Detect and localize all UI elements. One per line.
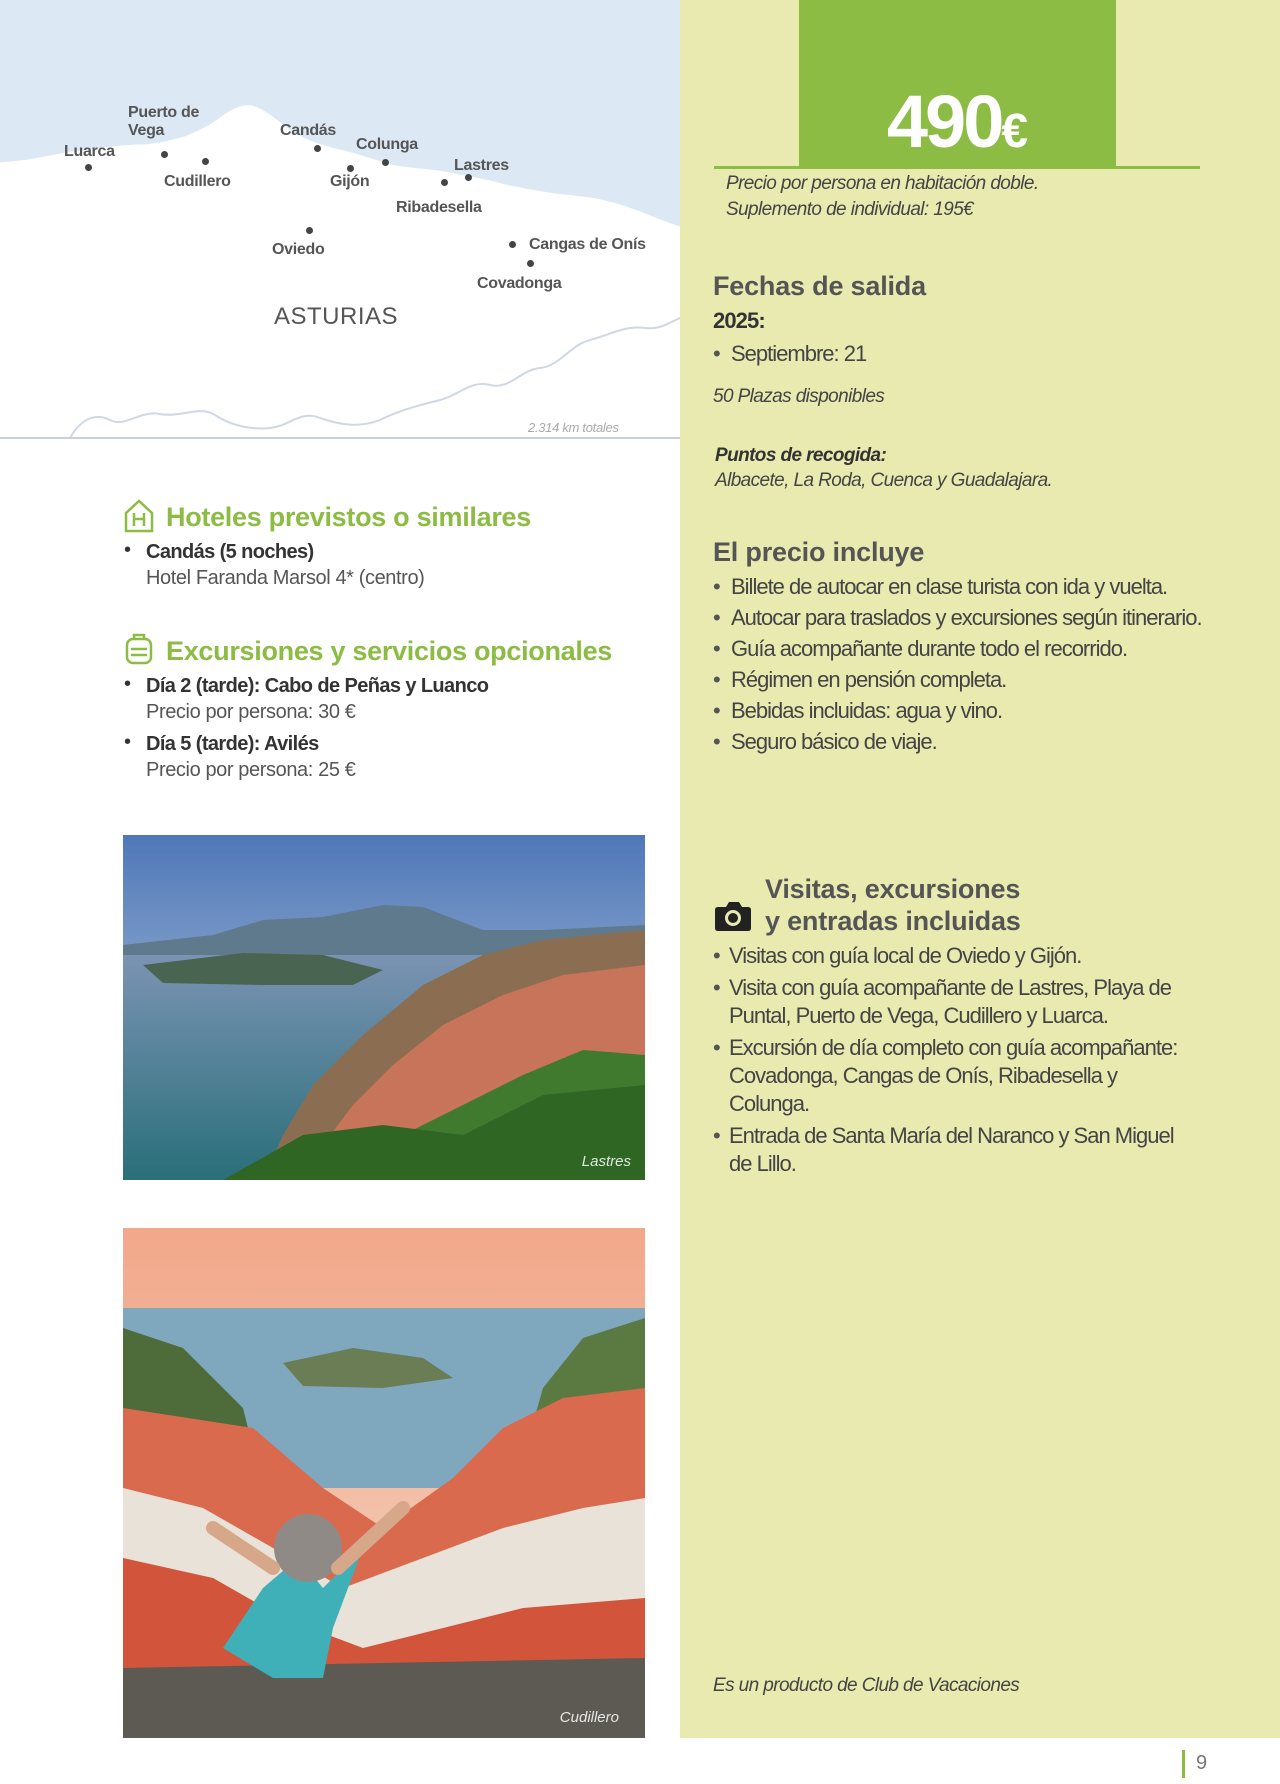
price-currency: € bbox=[1001, 105, 1029, 158]
hotels-list bbox=[124, 539, 644, 597]
price-note-1: Precio por persona en habitación doble. bbox=[726, 173, 1039, 194]
map-dot-cangas-de-onis bbox=[509, 241, 516, 248]
excursions-list bbox=[124, 673, 644, 789]
hotels-heading: Hoteles previstos o similares bbox=[166, 502, 531, 532]
price-divider bbox=[714, 166, 1200, 169]
camera-icon bbox=[714, 900, 752, 932]
map-label-puerto-de-vega-2: Vega bbox=[128, 122, 165, 139]
hotel-item-title: • Candás (5 noches) bbox=[146, 541, 314, 563]
map-label-oviedo: Oviedo bbox=[272, 241, 325, 258]
map-label-gijon: Gijón bbox=[330, 173, 370, 190]
photo-cudillero-caption: Cudillero bbox=[559, 1709, 619, 1726]
map-dot-covadonga bbox=[527, 260, 534, 267]
visits-item: • Excursión de día completo con guía acompañante: Covadonga, Cangas de Onís, Ribadesella y Colunga. bbox=[713, 1034, 1193, 1118]
map-label-cudillero: Cudillero bbox=[164, 173, 231, 190]
includes-list bbox=[713, 573, 1203, 759]
map-dot-colunga bbox=[382, 159, 389, 166]
excursion-item-detail: Precio por persona: 30 € bbox=[146, 701, 356, 723]
excursion-item-title: • Día 2 (tarde): Cabo de Peñas y Luanco bbox=[146, 675, 489, 697]
excursion-item bbox=[124, 731, 644, 783]
info-panel bbox=[680, 0, 1280, 1738]
includes-item: • Guía acompañante durante todo el recorrido. bbox=[713, 635, 1203, 663]
includes-item: • Billete de autocar en clase turista con ida y vuelta. bbox=[713, 573, 1203, 601]
map-label-cangas-de-onis: Cangas de Onís bbox=[529, 236, 646, 253]
visits-item: • Visitas con guía local de Oviedo y Gijón. bbox=[713, 942, 1193, 970]
page-number: 9 bbox=[1196, 1752, 1208, 1774]
price-note-2: Suplemento de individual: 195€ bbox=[726, 199, 974, 220]
photo-lastres-caption: Lastres bbox=[581, 1153, 631, 1170]
map-region-label: ASTURIAS bbox=[274, 303, 399, 330]
visits-heading-1: Visitas, excursiones bbox=[765, 874, 1021, 904]
map-dot-gijon bbox=[347, 165, 354, 172]
map-label-lastres: Lastres bbox=[454, 157, 509, 174]
visits-item: • Visita con guía acompañante de Lastres, Playa de Puntal, Puerto de Vega, Cudillero y Luarca. bbox=[713, 974, 1193, 1030]
excursion-item-detail: Precio por persona: 25 € bbox=[146, 759, 356, 781]
map-label-puerto-de-vega-1: Puerto de bbox=[128, 104, 200, 121]
photo-lastres bbox=[123, 835, 645, 1180]
includes-item: • Régimen en pensión completa. bbox=[713, 666, 1203, 694]
footer-note: Es un producto de Club de Vacaciones bbox=[713, 1675, 1020, 1696]
map-label-colunga: Colunga bbox=[356, 136, 418, 153]
map-label-luarca: Luarca bbox=[64, 143, 115, 160]
excursion-item-title: • Día 5 (tarde): Avilés bbox=[146, 733, 319, 755]
excursion-item bbox=[124, 673, 644, 725]
price-box bbox=[799, 0, 1116, 168]
photo-cudillero bbox=[123, 1228, 645, 1738]
map-dot-oviedo bbox=[306, 227, 313, 234]
price-value bbox=[799, 82, 1116, 172]
visits-list bbox=[713, 942, 1193, 1182]
pickup-places: Albacete, La Roda, Cuenca y Guadalajara. bbox=[715, 470, 1053, 491]
departure-date: • Septiembre: 21 bbox=[713, 340, 1173, 368]
hotel-item-detail: Hotel Faranda Marsol 4* (centro) bbox=[146, 567, 425, 589]
route-map bbox=[0, 0, 680, 440]
map-dot-puerto-de-vega bbox=[161, 151, 168, 158]
map-dot-luarca bbox=[85, 164, 92, 171]
map-label-candas: Candás bbox=[280, 122, 336, 139]
includes-item: • Autocar para traslados y excursiones según itinerario. bbox=[713, 604, 1203, 632]
map-distance-label: 2.314 km totales bbox=[528, 420, 619, 435]
departures-dates-list bbox=[713, 340, 1173, 371]
includes-item: • Bebidas incluidas: agua y vino. bbox=[713, 697, 1203, 725]
includes-heading: El precio incluye bbox=[713, 537, 925, 567]
map-dot-lastres bbox=[465, 174, 472, 181]
visits-heading-2: y entradas incluidas bbox=[765, 906, 1021, 936]
hotel-item bbox=[124, 539, 644, 591]
includes-item: • Seguro básico de viaje. bbox=[713, 728, 1203, 756]
departures-heading: Fechas de salida bbox=[713, 271, 926, 301]
map-dot-cudillero bbox=[202, 158, 209, 165]
hotel-icon bbox=[124, 499, 154, 533]
departures-year: 2025: bbox=[713, 308, 765, 333]
visits-item: • Entrada de Santa María del Naranco y San Miguel de Lillo. bbox=[713, 1122, 1193, 1178]
page-number-bar bbox=[1182, 1750, 1185, 1778]
map-dot-ribadesella bbox=[441, 179, 448, 186]
bus-icon bbox=[125, 633, 153, 667]
map-background bbox=[0, 0, 680, 440]
price-amount: 490 bbox=[886, 80, 1002, 163]
map-label-covadonga: Covadonga bbox=[477, 275, 562, 292]
map-label-ribadesella: Ribadesella bbox=[396, 199, 482, 216]
map-dot-candas bbox=[314, 145, 321, 152]
seats-available: 50 Plazas disponibles bbox=[713, 386, 885, 407]
pickup-title: Puntos de recogida: bbox=[715, 445, 887, 466]
excursions-heading: Excursiones y servicios opcionales bbox=[166, 636, 613, 666]
